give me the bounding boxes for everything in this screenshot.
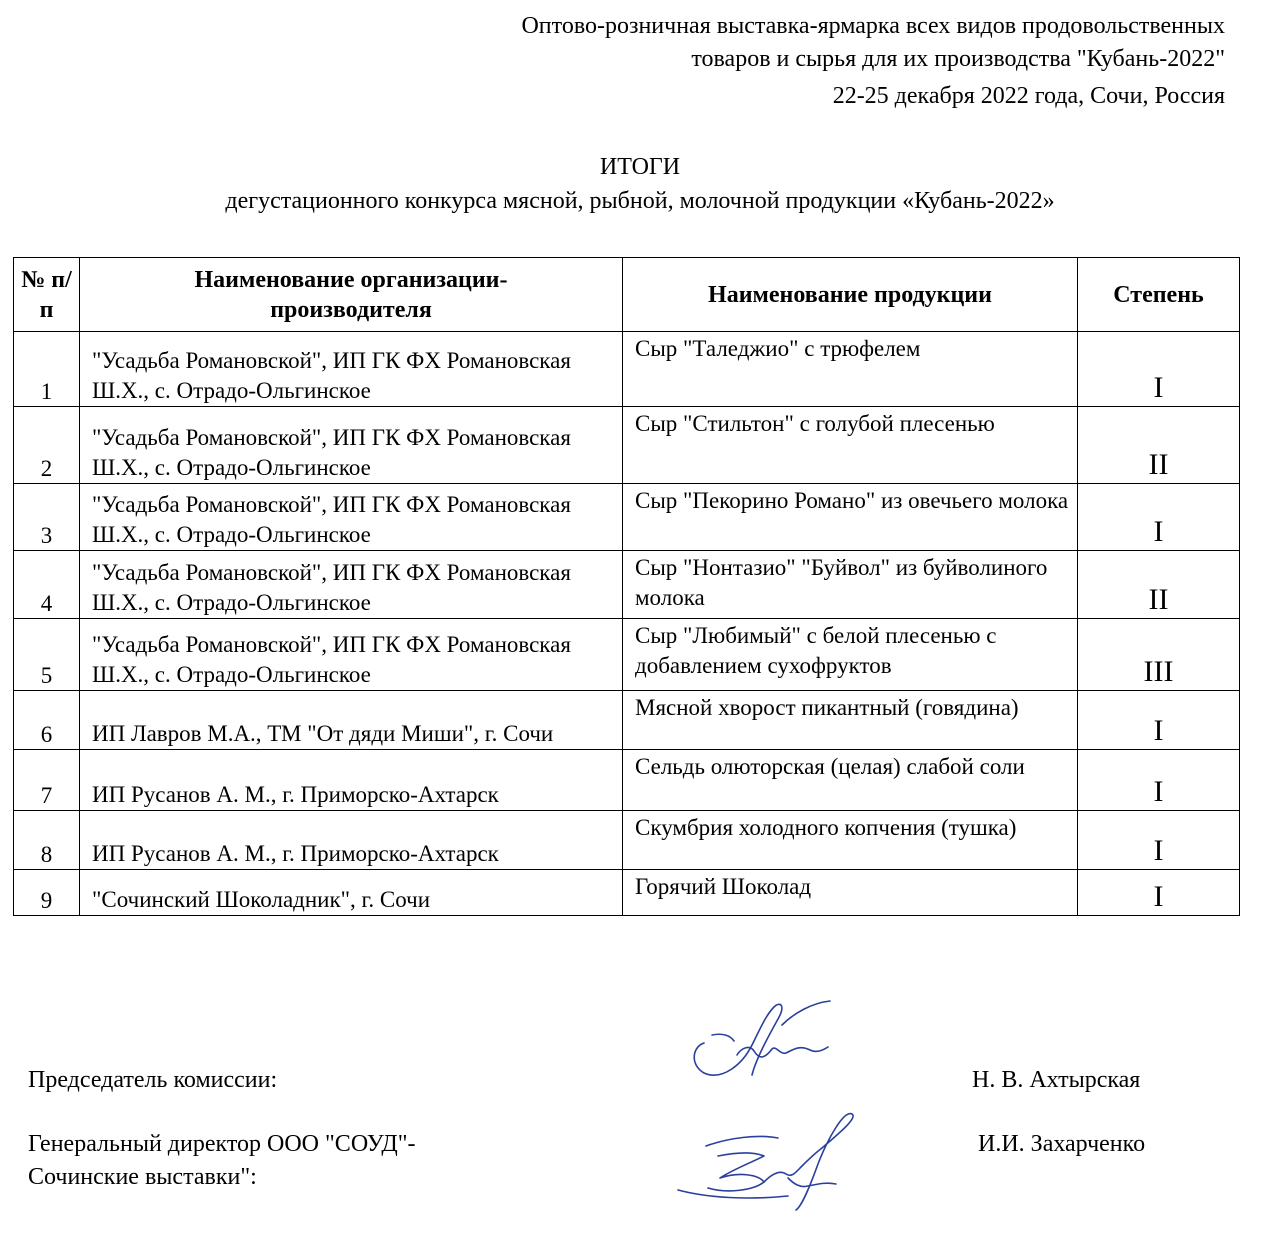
table-row xyxy=(14,407,1240,484)
row-number: 5 xyxy=(14,619,80,691)
chairman-name: Н. В. Ахтырская xyxy=(972,1067,1141,1093)
results-table xyxy=(13,257,1240,916)
row-organization: ИП Русанов А. М., г. Приморско-Ахтарск xyxy=(80,750,623,811)
row-degree: I xyxy=(1078,811,1240,870)
header-num: № п/п xyxy=(14,258,80,332)
row-organization: "Усадьба Романовской", ИП ГК ФХ Романовская Ш.Х., с. Отрадо-Ольгинское xyxy=(80,484,623,551)
row-degree: III xyxy=(1078,619,1240,691)
row-product: Сыр "Стильтон" с голубой плесенью xyxy=(623,407,1078,484)
row-number: 9 xyxy=(14,870,80,916)
row-product: Сыр "Пекорино Романо" из овечьего молока xyxy=(623,484,1078,551)
document-title-block xyxy=(0,150,1280,218)
row-degree: I xyxy=(1078,484,1240,551)
row-organization: "Усадьба Романовской", ИП ГК ФХ Романовская Ш.Х., с. Отрадо-Ольгинское xyxy=(80,619,623,691)
director-label-line-2: Сочинские выставки": xyxy=(28,1164,257,1190)
director-label xyxy=(28,1128,416,1194)
row-organization: "Усадьба Романовской", ИП ГК ФХ Романовская Ш.Х., с. Отрадо-Ольгинское xyxy=(80,407,623,484)
row-organization: ИП Русанов А. М., г. Приморско-Ахтарск xyxy=(80,811,623,870)
row-organization: ИП Лавров М.А., ТМ "От дяди Миши", г. Сочи xyxy=(80,691,623,750)
row-number: 4 xyxy=(14,551,80,619)
header-product: Наименование продукции xyxy=(623,258,1078,332)
table-row xyxy=(14,750,1240,811)
header-org: Наименование организации-производителя xyxy=(80,258,623,332)
row-product: Горячий Шоколад xyxy=(623,870,1078,916)
row-number: 2 xyxy=(14,407,80,484)
table-row xyxy=(14,870,1240,916)
row-product: Скумбрия холодного копчения (тушка) xyxy=(623,811,1078,870)
row-organization: "Усадьба Романовской", ИП ГК ФХ Романовская Ш.Х., с. Отрадо-Ольгинское xyxy=(80,551,623,619)
table-row xyxy=(14,484,1240,551)
director-signature-image xyxy=(668,1108,858,1218)
row-degree: I xyxy=(1078,870,1240,916)
chairman-signature-image xyxy=(682,995,842,1090)
exhibition-header xyxy=(521,10,1225,113)
header-line-1: Оптово-розничная выставка-ярмарка всех видов продовольственных xyxy=(521,13,1225,39)
row-product: Мясной хворост пикантный (говядина) xyxy=(623,691,1078,750)
row-degree: II xyxy=(1078,407,1240,484)
table-row xyxy=(14,332,1240,407)
table-row xyxy=(14,619,1240,691)
row-degree: I xyxy=(1078,691,1240,750)
row-organization: "Сочинский Шоколадник", г. Сочи xyxy=(80,870,623,916)
header-line-2: товаров и сырья для их производства "Кубань-2022" xyxy=(691,46,1225,72)
chairman-label: Председатель комиссии: xyxy=(28,1067,278,1093)
row-number: 8 xyxy=(14,811,80,870)
row-number: 1 xyxy=(14,332,80,407)
row-degree: I xyxy=(1078,750,1240,811)
row-organization: "Усадьба Романовской", ИП ГК ФХ Романовская Ш.Х., с. Отрадо-Ольгинское xyxy=(80,332,623,407)
row-product: Сыр "Таледжио" с трюфелем xyxy=(623,332,1078,407)
director-name: И.И. Захарченко xyxy=(978,1131,1146,1157)
table-header-row xyxy=(14,258,1240,332)
header-date-line: 22-25 декабря 2022 года, Сочи, Россия xyxy=(832,83,1225,109)
document-subtitle: дегустационного конкурса мясной, рыбной, молочной продукции «Кубань-2022» xyxy=(225,188,1055,214)
row-number: 6 xyxy=(14,691,80,750)
header-degree: Степень xyxy=(1078,258,1240,332)
table-row xyxy=(14,551,1240,619)
row-product: Сыр "Любимый" с белой плесенью с добавлением сухофруктов xyxy=(623,619,1078,691)
row-degree: I xyxy=(1078,332,1240,407)
row-number: 3 xyxy=(14,484,80,551)
row-degree: II xyxy=(1078,551,1240,619)
row-product: Сельдь олюторская (целая) слабой соли xyxy=(623,750,1078,811)
document-title: ИТОГИ xyxy=(599,154,681,180)
table-row xyxy=(14,691,1240,750)
row-number: 7 xyxy=(14,750,80,811)
director-label-line-1: Генеральный директор ООО "СОУД"- xyxy=(28,1131,416,1157)
table-row xyxy=(14,811,1240,870)
row-product: Сыр "Нонтазио" "Буйвол" из буйволиного молока xyxy=(623,551,1078,619)
